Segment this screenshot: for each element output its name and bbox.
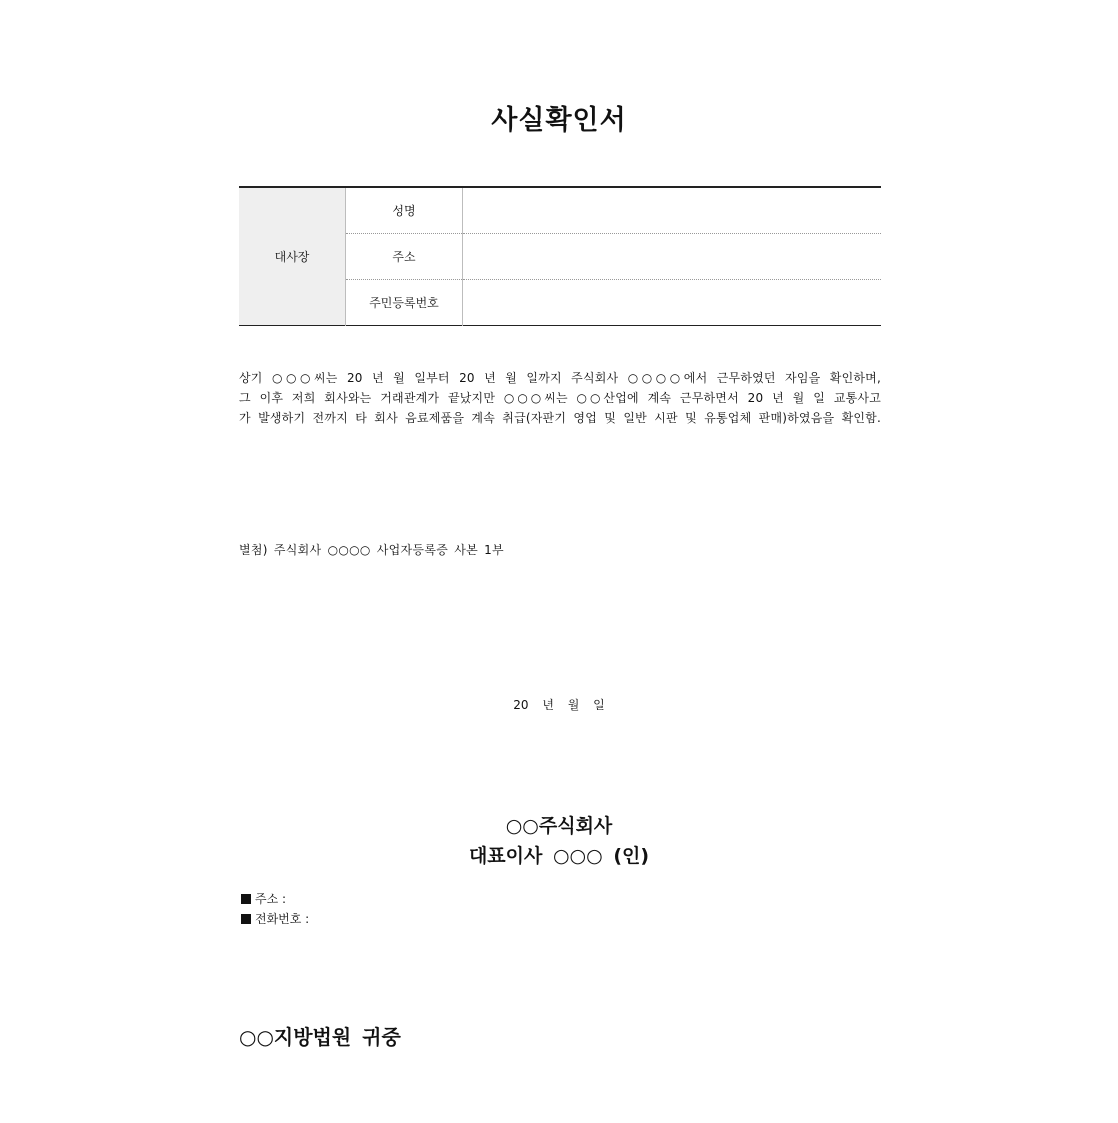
subject-group-label: 대사장 <box>239 187 346 326</box>
resident-number-value[interactable] <box>463 280 882 326</box>
contact-address-row <box>241 889 309 909</box>
ceo-signature: 대표이사 ○○○ (인) <box>468 845 650 867</box>
resident-number-label: 주민등록번호 <box>346 280 463 326</box>
address-value[interactable] <box>463 234 882 280</box>
body-paragraph <box>239 368 881 428</box>
contact-phone-label: 전화번호 : <box>255 912 310 926</box>
recipient-court: ○○지방법원 귀중 <box>239 1025 401 1049</box>
name-value[interactable] <box>463 187 882 234</box>
table-row <box>239 187 881 234</box>
subject-info-table <box>239 186 881 326</box>
name-label: 성명 <box>346 187 463 234</box>
square-bullet-icon <box>241 894 251 904</box>
address-label: 주소 <box>346 234 463 280</box>
company-name: ○○주식회사 <box>505 815 613 837</box>
square-bullet-icon <box>241 914 251 924</box>
contact-phone-row <box>241 909 309 929</box>
contact-address-label: 주소 : <box>255 892 287 906</box>
body-line: 가 발생하기 전까지 타 회사 음료제품을 계속 취급(자판기 영업 및 일반 시판 및 유통업체 판매)하였음을 확인함. <box>239 411 881 425</box>
document-title: 사실확인서 <box>491 105 627 136</box>
body-line: 상기 ○○○씨는 20 년 월 일부터 20 년 월 일까지 주식회사 ○○○○에서 근무하였던 자임을 확인하며, <box>239 371 881 385</box>
enclosure-note: 별첨) 주식회사 ○○○○ 사업자등록증 사본 1부 <box>239 543 504 557</box>
contact-info <box>241 889 309 929</box>
document-date: 20 년 월 일 <box>513 698 605 712</box>
body-line: 그 이후 저희 회사와는 거래관계가 끝났지만 ○○○씨는 ○○산업에 계속 근무하면서 20 년 월 일 교통사고 <box>239 391 881 405</box>
